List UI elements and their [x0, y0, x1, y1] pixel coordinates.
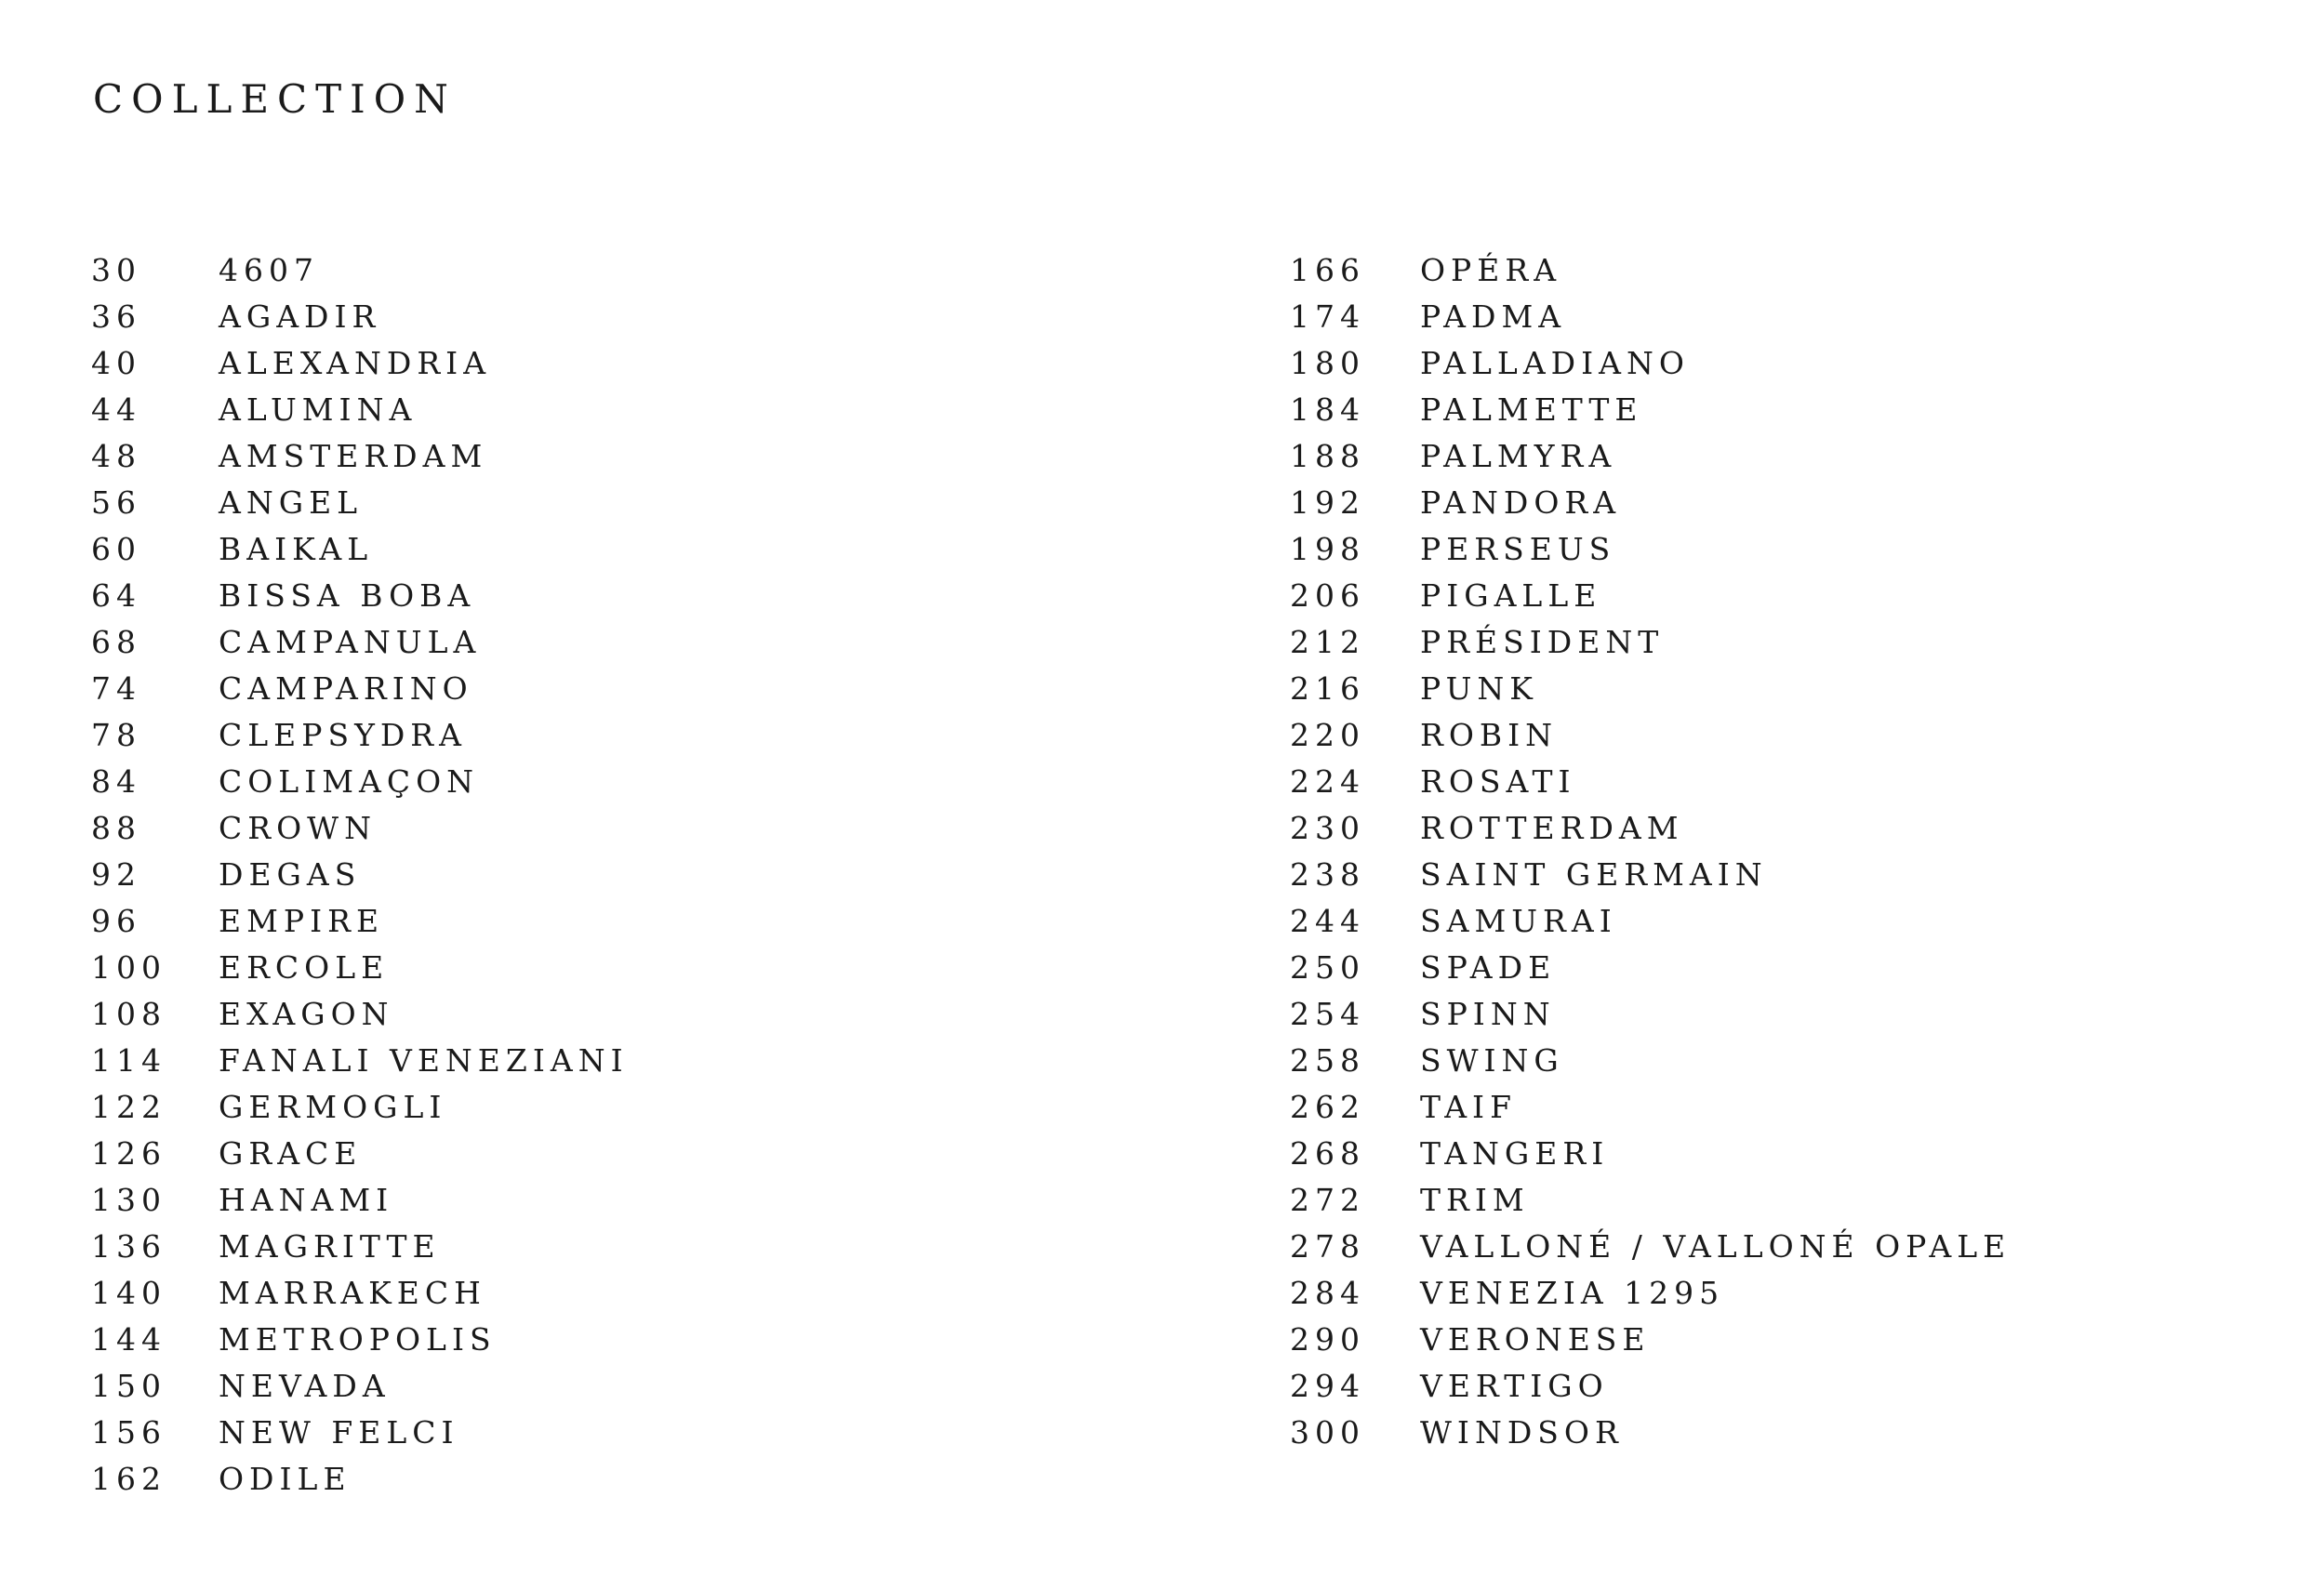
toc-collection-name: PANDORA	[1420, 484, 1622, 521]
toc-entry	[1290, 897, 2011, 944]
toc-entry	[1290, 1362, 2011, 1409]
toc-entry	[1290, 1130, 2011, 1176]
toc-collection-name: TAIF	[1420, 1088, 1517, 1125]
toc-collection-name: TANGERI	[1420, 1134, 1610, 1172]
toc-page-number: 136	[91, 1227, 166, 1265]
toc-page-number: 284	[1290, 1274, 1365, 1311]
toc-page-number: 300	[1290, 1413, 1365, 1451]
toc-page-number: 162	[91, 1460, 166, 1497]
toc-page-number: 212	[1290, 623, 1365, 660]
toc-collection-name: ROTTERDAM	[1420, 809, 1684, 846]
toc-page-number: 188	[1290, 437, 1365, 474]
toc-entry	[1290, 1409, 2011, 1455]
toc-page-number: 68	[91, 623, 141, 660]
toc-page-number: 262	[1290, 1088, 1365, 1125]
toc-entry	[91, 1316, 629, 1362]
toc-collection-name: ERCOLE	[219, 948, 390, 986]
toc-collection-name: PADMA	[1420, 298, 1567, 335]
toc-page-number: 44	[91, 391, 141, 428]
toc-collection-name: 4607	[219, 251, 319, 288]
toc-page-number: 220	[1290, 716, 1365, 753]
toc-entry	[1290, 944, 2011, 990]
toc-entry	[1290, 1083, 2011, 1130]
toc-entry	[91, 711, 629, 758]
toc-entry	[91, 1083, 629, 1130]
toc-entry	[91, 618, 629, 665]
toc-collection-name: VALLONÉ / VALLONÉ OPALE	[1420, 1227, 2012, 1265]
toc-entry	[91, 572, 629, 618]
toc-entry	[1290, 1316, 2011, 1362]
toc-page-number: 150	[91, 1367, 166, 1404]
toc-page-number: 244	[1290, 902, 1365, 939]
toc-collection-name: NEVADA	[219, 1367, 391, 1404]
toc-entry	[1290, 386, 2011, 432]
toc-collection-name: PALMETTE	[1420, 391, 1643, 428]
page-title: COLLECTION	[93, 76, 457, 122]
toc-entry	[91, 525, 629, 572]
toc-page-number: 272	[1290, 1181, 1365, 1218]
toc-page-number: 100	[91, 948, 166, 986]
toc-collection-name: SAINT GERMAIN	[1420, 855, 1768, 893]
toc-entry	[91, 1362, 629, 1409]
toc-entry	[91, 897, 629, 944]
toc-entry	[91, 246, 629, 293]
toc-collection-name: EXAGON	[219, 995, 394, 1032]
toc-page-number: 224	[1290, 762, 1365, 800]
toc-collection-name: VENEZIA 1295	[1420, 1274, 1725, 1311]
toc-page-number: 174	[1290, 298, 1365, 335]
toc-entry	[1290, 1269, 2011, 1316]
toc-page-number: 36	[91, 298, 141, 335]
toc-entry	[91, 990, 629, 1037]
toc-entry	[91, 1455, 629, 1502]
toc-page-number: 156	[91, 1413, 166, 1451]
toc-collection-name: ODILE	[219, 1460, 352, 1497]
toc-entry	[91, 293, 629, 339]
toc-entry	[91, 479, 629, 525]
toc-entry	[1290, 525, 2011, 572]
toc-entry	[1290, 479, 2011, 525]
toc-entry	[91, 851, 629, 897]
toc-collection-name: AGADIR	[219, 298, 381, 335]
toc-page-number: 216	[1290, 669, 1365, 707]
toc-collection-name: PALMYRA	[1420, 437, 1617, 474]
toc-page-number: 290	[1290, 1320, 1365, 1358]
toc-page-number: 258	[1290, 1041, 1365, 1079]
toc-entry	[1290, 618, 2011, 665]
toc-page-number: 74	[91, 669, 141, 707]
toc-page-number: 144	[91, 1320, 166, 1358]
toc-entry	[91, 386, 629, 432]
toc-collection-name: SPADE	[1420, 948, 1557, 986]
toc-page-number: 192	[1290, 484, 1365, 521]
toc-collection-name: VERTIGO	[1420, 1367, 1609, 1404]
toc-page-number: 40	[91, 344, 141, 381]
toc-collection-name: GRACE	[219, 1134, 363, 1172]
toc-collection-name: PERSEUS	[1420, 530, 1616, 567]
toc-entry	[91, 944, 629, 990]
toc-collection-name: VERONESE	[1420, 1320, 1651, 1358]
toc-page-number: 114	[91, 1041, 166, 1079]
toc-collection-name: CLEPSYDRA	[219, 716, 467, 753]
toc-collection-name: ROBIN	[1420, 716, 1559, 753]
toc-collection-name: EMPIRE	[219, 902, 385, 939]
toc-entry	[91, 339, 629, 386]
toc-collection-name: OPÉRA	[1420, 251, 1562, 288]
toc-right-column	[1290, 246, 2011, 1455]
toc-page-number: 198	[1290, 530, 1365, 567]
toc-collection-name: TRIM	[1420, 1181, 1530, 1218]
toc-collection-name: ROSATI	[1420, 762, 1576, 800]
toc-collection-name: FANALI VENEZIANI	[219, 1041, 629, 1079]
toc-collection-name: PUNK	[1420, 669, 1538, 707]
toc-collection-name: CAMPARINO	[219, 669, 473, 707]
toc-entry	[1290, 1037, 2011, 1083]
toc-entry	[1290, 572, 2011, 618]
toc-collection-name: PRÉSIDENT	[1420, 623, 1665, 660]
toc-entry	[91, 432, 629, 479]
toc-collection-name: GERMOGLI	[219, 1088, 447, 1125]
toc-collection-name: AMSTERDAM	[219, 437, 488, 474]
toc-page-number: 278	[1290, 1227, 1365, 1265]
toc-collection-name: CAMPANULA	[219, 623, 482, 660]
toc-collection-name: MAGRITTE	[219, 1227, 441, 1265]
toc-entry	[91, 1130, 629, 1176]
toc-page-number: 88	[91, 809, 141, 846]
toc-entry	[1290, 339, 2011, 386]
toc-entry	[1290, 293, 2011, 339]
toc-collection-name: SPINN	[1420, 995, 1556, 1032]
toc-entry	[91, 1269, 629, 1316]
toc-collection-name: ALEXANDRIA	[219, 344, 492, 381]
toc-entry	[1290, 804, 2011, 851]
toc-page-number: 250	[1290, 948, 1365, 986]
toc-entry	[91, 1037, 629, 1083]
toc-page-number: 230	[1290, 809, 1365, 846]
toc-page-number: 268	[1290, 1134, 1365, 1172]
toc-entry	[91, 1409, 629, 1455]
toc-page-number: 130	[91, 1181, 166, 1218]
toc-page-number: 166	[1290, 251, 1365, 288]
toc-collection-name: ALUMINA	[219, 391, 418, 428]
toc-page-number: 30	[91, 251, 141, 288]
toc-collection-name: PIGALLE	[1420, 576, 1602, 614]
toc-entry	[1290, 711, 2011, 758]
toc-entry	[1290, 990, 2011, 1037]
toc-entry	[91, 804, 629, 851]
toc-page-number: 56	[91, 484, 141, 521]
toc-page-number: 184	[1290, 391, 1365, 428]
toc-entry	[91, 758, 629, 804]
toc-page-number: 140	[91, 1274, 166, 1311]
toc-collection-name: PALLADIANO	[1420, 344, 1690, 381]
toc-collection-name: SWING	[1420, 1041, 1564, 1079]
toc-left-column	[91, 246, 629, 1502]
toc-entry	[91, 1223, 629, 1269]
toc-entry	[1290, 665, 2011, 711]
toc-page-number: 92	[91, 855, 141, 893]
toc-page-number: 48	[91, 437, 141, 474]
toc-collection-name: NEW FELCI	[219, 1413, 459, 1451]
toc-page-number: 60	[91, 530, 141, 567]
toc-entry	[1290, 432, 2011, 479]
toc-page-number: 294	[1290, 1367, 1365, 1404]
toc-entry	[1290, 851, 2011, 897]
toc-collection-name: ANGEL	[219, 484, 364, 521]
toc-page-number: 206	[1290, 576, 1365, 614]
toc-collection-name: CROWN	[219, 809, 377, 846]
toc-entry	[91, 1176, 629, 1223]
toc-collection-name: HANAMI	[219, 1181, 394, 1218]
toc-collection-name: WINDSOR	[1420, 1413, 1624, 1451]
toc-collection-name: MARRAKECH	[219, 1274, 486, 1311]
toc-page-number: 122	[91, 1088, 166, 1125]
toc-collection-name: METROPOLIS	[219, 1320, 497, 1358]
toc-entry	[91, 665, 629, 711]
toc-entry	[1290, 246, 2011, 293]
toc-page-number: 238	[1290, 855, 1365, 893]
toc-collection-name: SAMURAI	[1420, 902, 1617, 939]
toc-entry	[1290, 1176, 2011, 1223]
toc-collection-name: COLIMAÇON	[219, 762, 480, 800]
toc-collection-name: DEGAS	[219, 855, 362, 893]
toc-page-number: 180	[1290, 344, 1365, 381]
toc-collection-name: BISSA BOBA	[219, 576, 476, 614]
toc-entry	[1290, 758, 2011, 804]
toc-page-number: 254	[1290, 995, 1365, 1032]
toc-page-number: 96	[91, 902, 141, 939]
toc-page-number: 64	[91, 576, 141, 614]
toc-page-number: 84	[91, 762, 141, 800]
toc-page-number: 126	[91, 1134, 166, 1172]
toc-collection-name: BAIKAL	[219, 530, 374, 567]
toc-page-number: 108	[91, 995, 166, 1032]
toc-entry	[1290, 1223, 2011, 1269]
toc-page-number: 78	[91, 716, 141, 753]
